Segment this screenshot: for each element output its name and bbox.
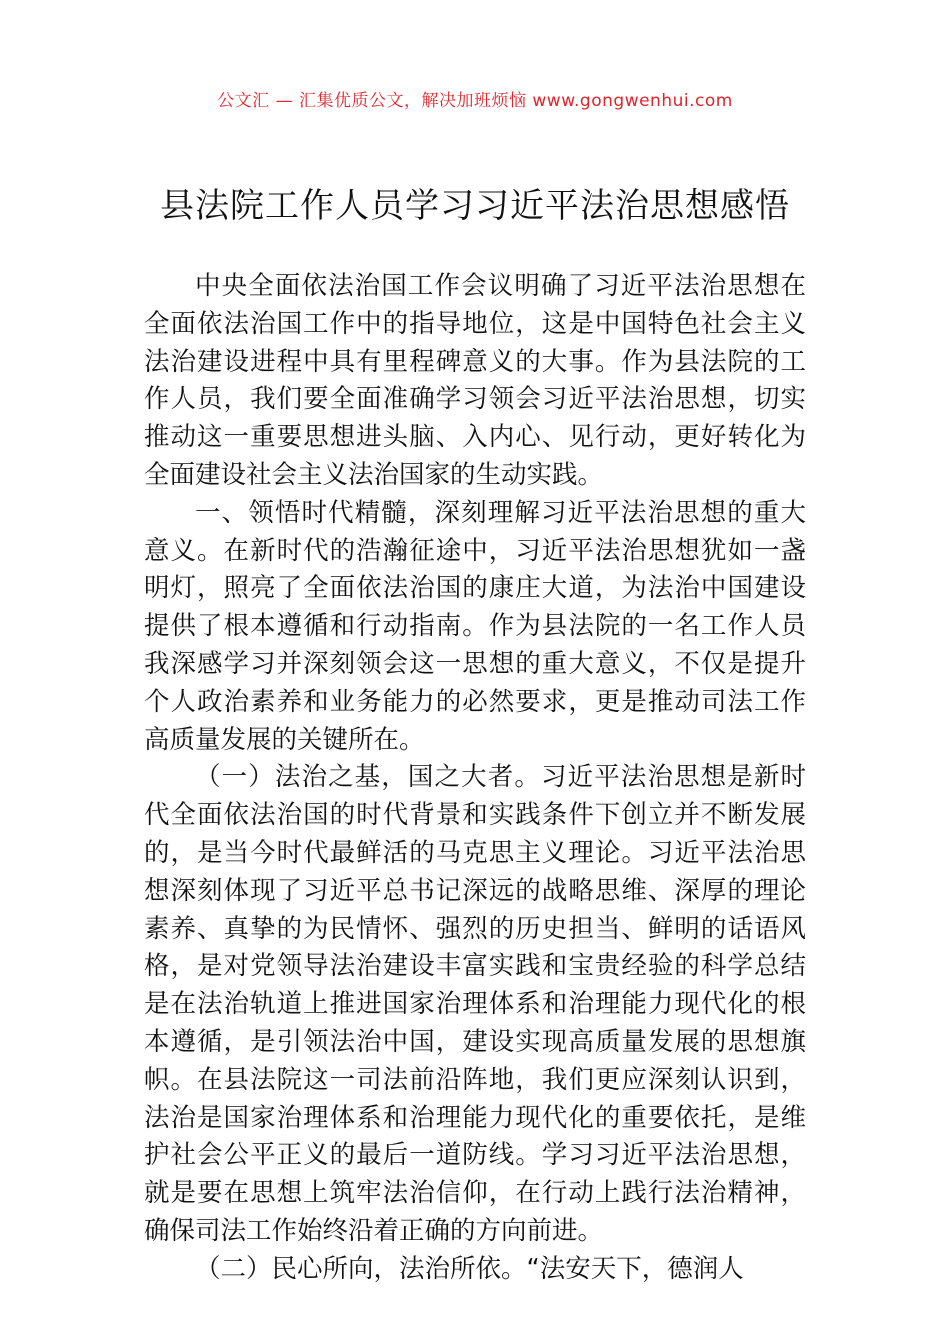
document-title: 县法院工作人员学习习近平法治思想感悟 — [160, 186, 790, 226]
document-body — [144, 268, 806, 1289]
paragraph-subsection-1: （一）法治之基，国之大者。习近平法治思想是新时代全面依法治国的时代背景和实践条件下创立并不断发展的，是当今时代最鲜活的马克思主义理论。习近平法治思想深刻体现了习近平总书记深远的战略思维、深厚的理论素养、真挚的为民情怀、强烈的历史担当、鲜明的话语风格，是对党领导法治建设丰富实践和宝贵经验的科学总结是在法治轨道上推进国家治理体系和治理能力现代化的根本遵循，是引领法治中国，建设实现高质量发展的思想旗帜。在县法院这一司法前沿阵地，我们更应深刻认识到，法治是国家治理体系和治理能力现代化的重要依托，是维护社会公平正义的最后一道防线。学习习近平法治思想，就是要在思想上筑牢法治信仰，在行动上践行法治精神，确保司法工作始终沿着正确的方向前进。 — [144, 762, 806, 1246]
paragraph-section-1: 一、领悟时代精髓，深刻理解习近平法治思想的重大意义。在新时代的浩瀚征途中，习近平法治思想犹如一盏明灯，照亮了全面依法治国的康庄大道，为法治中国建设提供了根本遵循和行动指南。作为县法院的一名工作人员我深感学习并深刻领会这一思想的重大意义，不仅是提升个人政治素养和业务能力的必然要求，更是推动司法工作高质量发展的关键所在。 — [144, 497, 806, 755]
paragraph-subsection-2: （二）民心所向，法治所依。“法安天下，德润人 — [195, 1253, 744, 1284]
paragraph-intro: 中央全面依法治国工作会议明确了习近平法治思想在全面依法治国工作中的指导地位，这是中国特色社会主义法治建设进程中具有里程碑意义的大事。作为县法院的工作人员，我们要全面准确学习领会习近平法治思想，切实推动这一重要思想进头脑、入内心、见行动，更好转化为全面建设社会主义法治国家的生动实践。 — [144, 271, 806, 490]
watermark-banner: 公文汇 — 汇集优质公文，解决加班烦恼 www.gongwenhui.com — [217, 91, 733, 111]
